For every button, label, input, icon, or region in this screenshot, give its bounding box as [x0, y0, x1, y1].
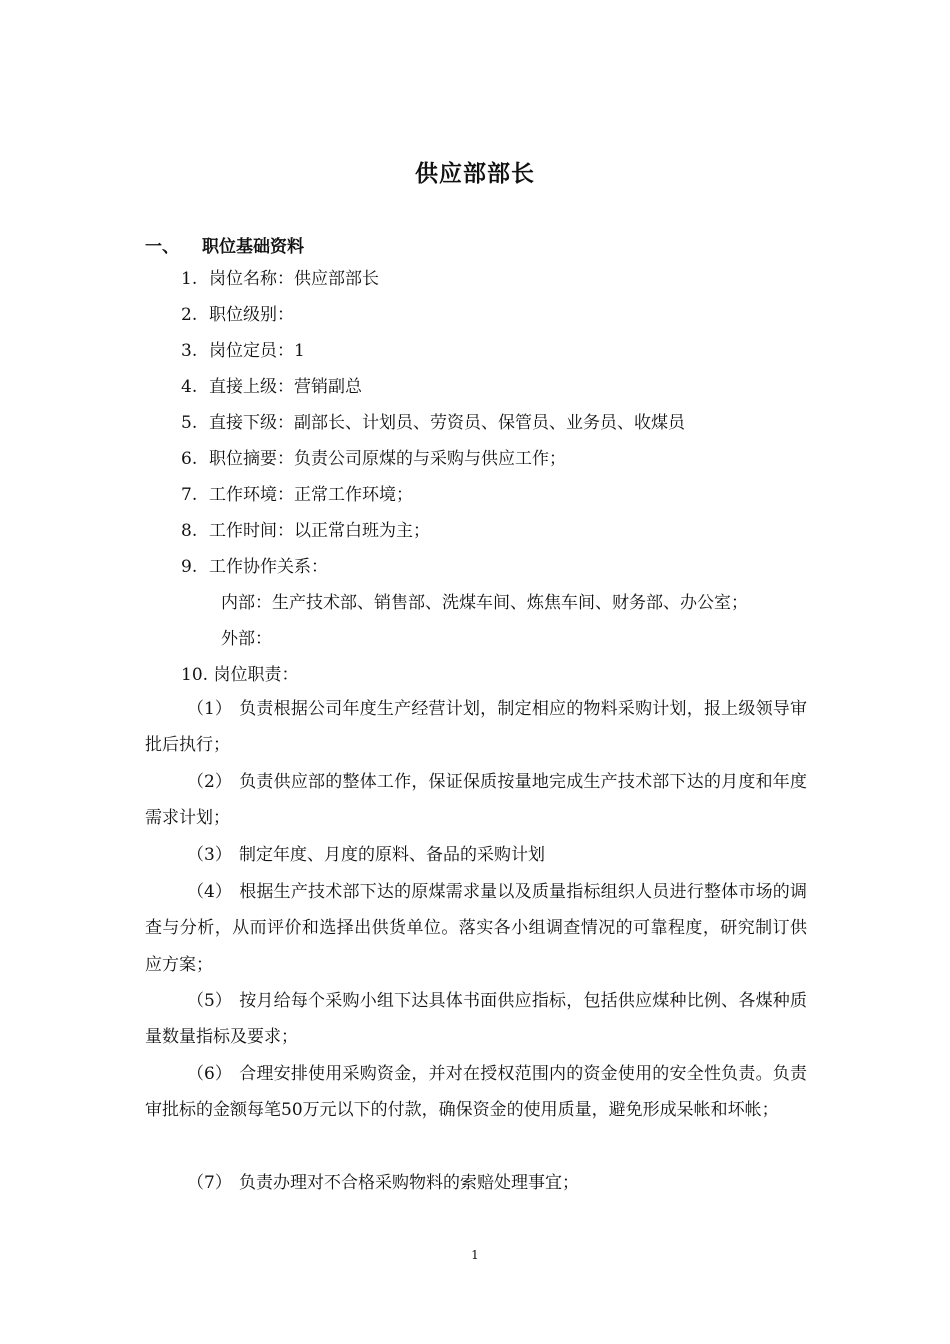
duty-number: （2） [187, 772, 232, 792]
duty-text: 合理安排使用采购资金，并对在授权范围内的资金使用的安全性负责。负责审批标的金额每笔50万元以下的付款，确保资金的使用质量，避免形成呆帐和坏帐； [145, 1064, 807, 1121]
duty-text: 负责根据公司年度生产经营计划，制定相应的物料采购计划，报上级领导审批后执行； [145, 699, 807, 756]
list-item-number: 5. [181, 413, 198, 433]
list-item-number: 7. [181, 485, 198, 505]
list-item-text: 工作协作关系： [209, 557, 328, 577]
list-item [181, 557, 328, 577]
page-number: 1 [471, 1248, 479, 1262]
duty-number: （3） [187, 845, 232, 865]
list-item-number: 9. [181, 557, 198, 577]
duty-paragraph [145, 764, 807, 837]
list-item [181, 377, 362, 397]
list-item-text: 职位摘要：负责公司原煤的与采购与供应工作； [209, 449, 566, 469]
duty-number: （6） [187, 1064, 232, 1084]
list-item [181, 341, 305, 361]
duty-text: 负责办理对不合格采购物料的索赔处理事宜； [239, 1173, 579, 1193]
duty-paragraph [145, 1056, 807, 1129]
list-item [181, 269, 379, 289]
duty-text: 根据生产技术部下达的原煤需求量以及质量指标组织人员进行整体市场的调查与分析，从而评价和选择出供货单位。落实各小组调查情况的可靠程度，研究制订供应方案； [145, 882, 807, 975]
list-item-text: 直接上级：营销副总 [209, 377, 362, 397]
duty-paragraph [145, 1165, 807, 1201]
section-title: 职位基础资料 [202, 237, 304, 257]
duty-number: （4） [187, 882, 232, 902]
section-heading [145, 232, 304, 257]
duties-heading: 10. 岗位职责： [181, 665, 299, 685]
relation-internal: 内部：生产技术部、销售部、洗煤车间、炼焦车间、财务部、办公室； [221, 593, 748, 613]
duty-paragraph [145, 874, 807, 983]
list-item-text: 直接下级：副部长、计划员、劳资员、保管员、业务员、收煤员 [209, 413, 685, 433]
list-item [181, 305, 294, 325]
duty-paragraph [145, 983, 807, 1056]
list-item-text: 工作环境：正常工作环境； [209, 485, 413, 505]
list-item-number: 1. [181, 269, 198, 289]
list-item [181, 521, 430, 541]
duty-number: （5） [187, 991, 232, 1011]
duty-text: 制定年度、月度的原料、备品的采购计划 [239, 845, 545, 865]
list-item [181, 449, 566, 469]
list-item-text: 岗位名称：供应部部长 [209, 269, 379, 289]
duty-number: （1） [187, 699, 232, 719]
duty-text: 负责供应部的整体工作，保证保质按量地完成生产技术部下达的月度和年度需求计划； [145, 772, 807, 829]
list-item [181, 413, 685, 433]
relation-external: 外部： [221, 629, 272, 649]
list-item-text: 工作时间：以正常白班为主； [209, 521, 430, 541]
section-number: 一、 [145, 237, 179, 257]
list-item-number: 4. [181, 377, 198, 397]
duty-paragraph [145, 691, 807, 764]
list-item-text: 职位级别： [209, 305, 294, 325]
list-item-number: 6. [181, 449, 198, 469]
duty-text: 按月给每个采购小组下达具体书面供应指标，包括供应煤种比例、各煤种质量数量指标及要求； [145, 991, 807, 1048]
list-item [181, 485, 413, 505]
list-item-number: 3. [181, 341, 198, 361]
list-item-text: 岗位定员：1 [209, 341, 305, 361]
list-item-number: 8. [181, 521, 198, 541]
list-item-number: 2. [181, 305, 198, 325]
document-title: 供应部部长 [415, 161, 535, 187]
duty-number: （7） [187, 1173, 232, 1193]
duty-paragraph [145, 837, 807, 873]
